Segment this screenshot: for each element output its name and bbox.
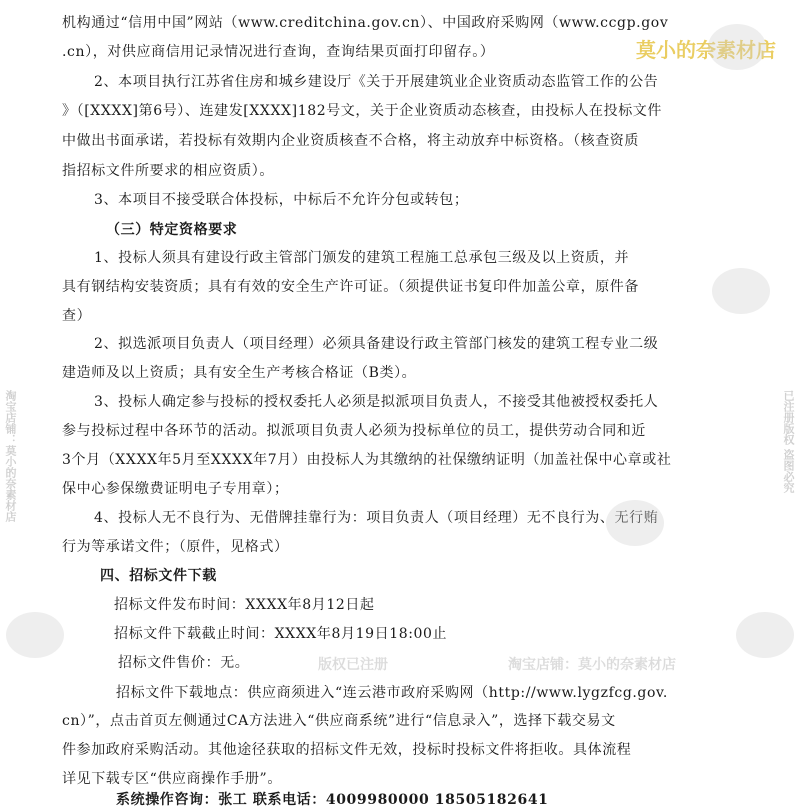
doc-line: 2、本项目执行江苏省住房和城乡建设厅《关于开展建筑业企业资质动态监管工作的公告 xyxy=(94,74,659,90)
doc-line: 件参加政府采购活动。其他途径获取的招标文件无效，投标时投标文件将拒收。具体流程 xyxy=(62,742,632,758)
doc-line: 行为等承诺文件；（原件，见格式） xyxy=(62,539,289,555)
doc-line: 详见下载专区“供应商操作手册”。 xyxy=(62,771,282,787)
elephant-watermark-icon xyxy=(6,612,64,658)
doc-line: 查） xyxy=(62,308,92,324)
elephant-watermark-icon xyxy=(606,500,664,546)
elephant-watermark-icon xyxy=(712,268,770,314)
watermark-text: 淘宝店铺：莫小的奈素材店 xyxy=(508,657,676,673)
elephant-watermark-icon xyxy=(736,612,794,658)
elephant-watermark-icon xyxy=(708,24,766,70)
doc-line: 机构通过“信用中国”网站（www.creditchina.gov.cn）、中国政府采购网（www.ccgp.gov xyxy=(62,15,669,31)
watermark-text: 已注册版权 盗图必究 xyxy=(782,390,795,493)
doc-line: 中做出书面承诺，若投标有效期内企业资质核查不合格，将主动放弃中标资格。（核查资质 xyxy=(62,133,639,149)
doc-line: 具有钢结构安装资质；具有有效的安全生产许可证。（须提供证书复印件加盖公章，原件备 xyxy=(62,279,639,295)
contact-line: 系统操作咨询：张工 联系电话：4009980000 18505182641 xyxy=(116,792,549,808)
doc-line: 招标文件发布时间：XXXX年8月12日起 xyxy=(114,597,375,613)
doc-line: 建造师及以上资质；具有安全生产考核合格证（B类）。 xyxy=(62,365,417,381)
doc-line: 保中心参保缴费证明电子专用章）； xyxy=(62,481,289,497)
doc-line: 3、投标人确定参与投标的授权委托人必须是拟派项目负责人，不接受其他被授权委托人 xyxy=(94,394,659,410)
doc-line: 指招标文件所要求的相应资质）。 xyxy=(62,163,274,179)
doc-line: 招标文件下载地点：供应商须进入“连云港市政府采购网（http://www.lygzfcg.gov. xyxy=(116,685,668,701)
doc-line: cn）”，点击首页左侧通过CA方法进入“供应商系统”进行“信息录入”，选择下载交易文 xyxy=(62,713,616,729)
watermark-text: 莫小的奈素材店 xyxy=(636,38,776,62)
watermark-text: 版权已注册 xyxy=(318,657,388,673)
section-heading: （三）特定资格要求 xyxy=(106,222,238,238)
doc-line: 3、本项目不接受联合体投标，中标后不允许分包或转包； xyxy=(94,192,469,208)
doc-line: 4、投标人无不良行为、无借牌挂靠行为：项目负责人（项目经理）无不良行为、无行贿 xyxy=(94,510,659,526)
doc-line: 》（[XXXX]第6号）、连建发[XXXX]182号文，关于企业资质动态核查，由投标人在投标文件 xyxy=(62,103,663,119)
section-heading: 四、招标文件下载 xyxy=(100,568,217,584)
doc-line: 3个月（XXXX年5月至XXXX年7月）由投标人为其缴纳的社保缴纳证明（加盖社保中心章或社 xyxy=(62,452,672,468)
doc-line: 1、投标人须具有建设行政主管部门颁发的建筑工程施工总承包三级及以上资质，并 xyxy=(94,250,630,266)
doc-line: 参与投标过程中各环节的活动。拟派项目负责人必须为投标单位的员工，提供劳动合同和近 xyxy=(62,423,646,439)
watermark-text: 淘宝店铺：莫小的奈素材店 xyxy=(4,390,17,522)
doc-line: 招标文件售价：无。 xyxy=(118,655,250,671)
doc-line: 招标文件下载截止时间：XXXX年8月19日18:00止 xyxy=(114,626,448,642)
doc-line: 2、拟选派项目负责人（项目经理）必须具备建设行政主管部门核发的建筑工程专业二级 xyxy=(94,336,659,352)
doc-line: .cn），对供应商信用记录情况进行查询，查询结果页面打印留存。） xyxy=(62,44,495,60)
